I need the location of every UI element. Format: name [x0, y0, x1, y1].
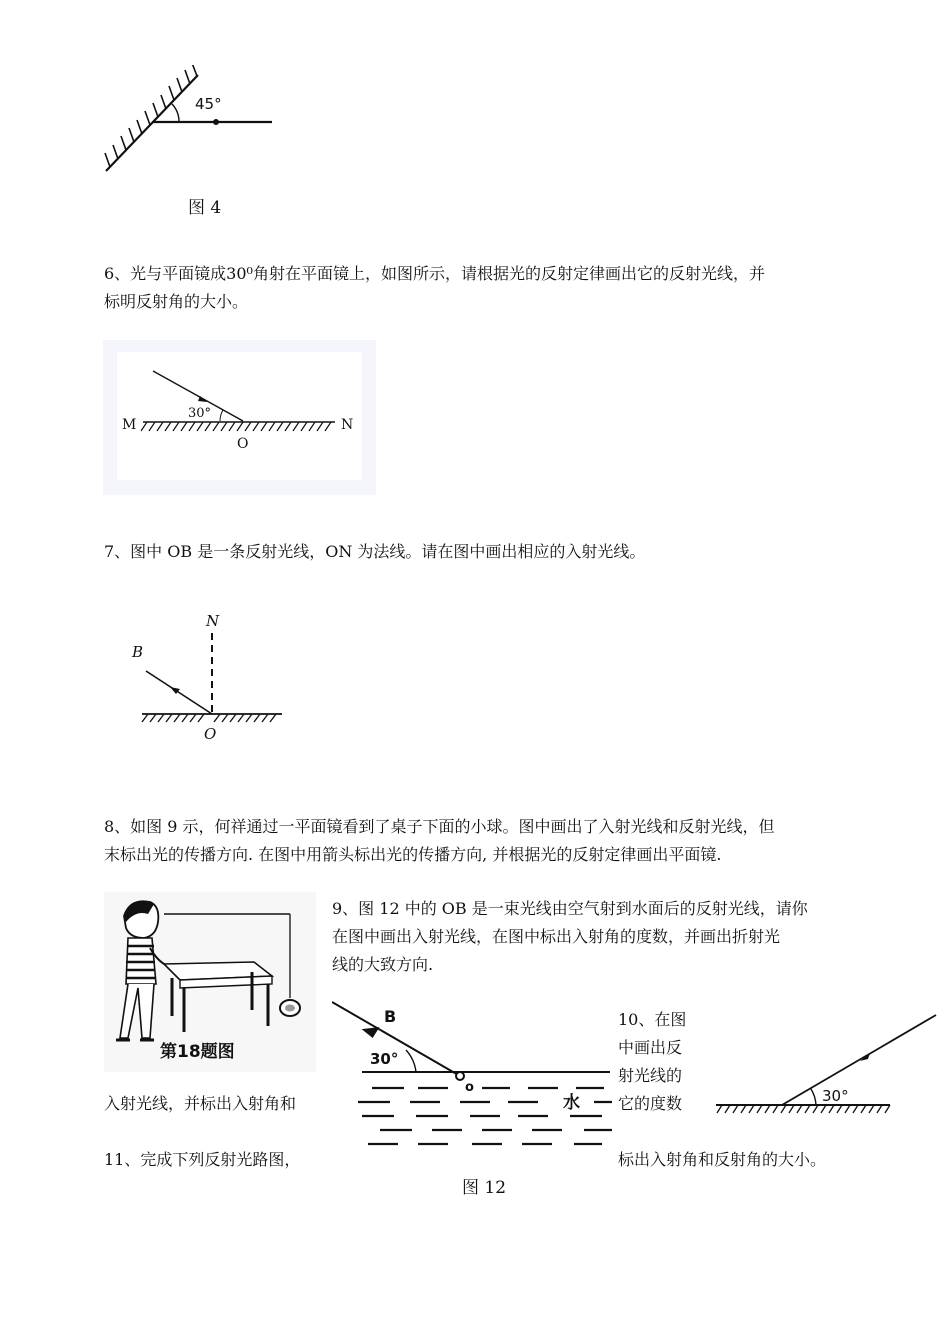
- q7-text: 7、图中 OB 是一条反射光线，ON 为法线。请在图中画出相应的入射光线。: [104, 542, 646, 561]
- q6-text-line1: 6、光与平面镜成30⁰角射在平面镜上，如图所示，请根据光的反射定律画出它的反射光线，并: [104, 264, 765, 283]
- angle-label: 45°: [195, 95, 222, 113]
- point-b-label: B: [384, 1007, 397, 1026]
- q8-text-line1: 8、如图 9 示，何祥通过一平面镜看到了桌子下面的小球。图中画出了入射光线和反射光线，但: [104, 817, 775, 836]
- point-n-label: N: [341, 417, 354, 433]
- angle-label: 30°: [822, 1087, 849, 1105]
- q10-text-line3: 射光线的: [618, 1066, 683, 1085]
- q6-text-line2: 标明反射角的大小。: [104, 292, 249, 311]
- q9-water-surface-diagram: [332, 998, 614, 1150]
- figure-4-caption: 图 4: [188, 198, 222, 218]
- water-label: 水: [563, 1093, 580, 1113]
- q7-normal-diagram: [120, 605, 290, 745]
- q10-text-line1: 10、在图: [618, 1010, 687, 1029]
- q10-text-line2: 中画出反: [618, 1038, 683, 1057]
- q8-text-line2: 末标出光的传播方向. 在图中用箭头标出光的传播方向, 并根据光的反射定律画出平面镜.: [104, 845, 722, 864]
- q9-text-line1: 9、图 12 中的 OB 是一束光线由空气射到水面后的反射光线，请你: [332, 899, 808, 918]
- q6-mirror-diagram: [103, 340, 376, 495]
- q11-left-line2: 11、完成下列反射光路图，: [104, 1150, 301, 1169]
- point-m-label: M: [122, 417, 137, 433]
- point-o-label: O: [204, 725, 217, 743]
- point-n-label: N: [206, 612, 220, 630]
- q10-text-line4: 它的度数: [618, 1094, 683, 1113]
- q10-mirror-diagram: [714, 1003, 940, 1115]
- angle-label: 30°: [370, 1050, 399, 1068]
- q11-left-line1: 入射光线，并标出入射角和: [104, 1094, 297, 1113]
- figure-caption: 第18题图: [160, 1042, 235, 1062]
- point-o-label: O: [237, 436, 249, 452]
- q10-text-tail: 标出入射角和反射角的大小。: [618, 1150, 827, 1169]
- point-b-label: B: [132, 643, 144, 661]
- angle-label: 30°: [188, 406, 212, 421]
- q8-boy-table-figure: [104, 892, 316, 1072]
- q9-text-line2: 在图中画出入射光线，在图中标出入射角的度数，并画出折射光: [332, 927, 781, 946]
- figure-12-caption: 图 12: [462, 1178, 507, 1198]
- q9-text-line3: 线的大致方向.: [332, 955, 434, 974]
- figure-4-diagram: [95, 65, 285, 185]
- point-o-label: o: [465, 1080, 474, 1095]
